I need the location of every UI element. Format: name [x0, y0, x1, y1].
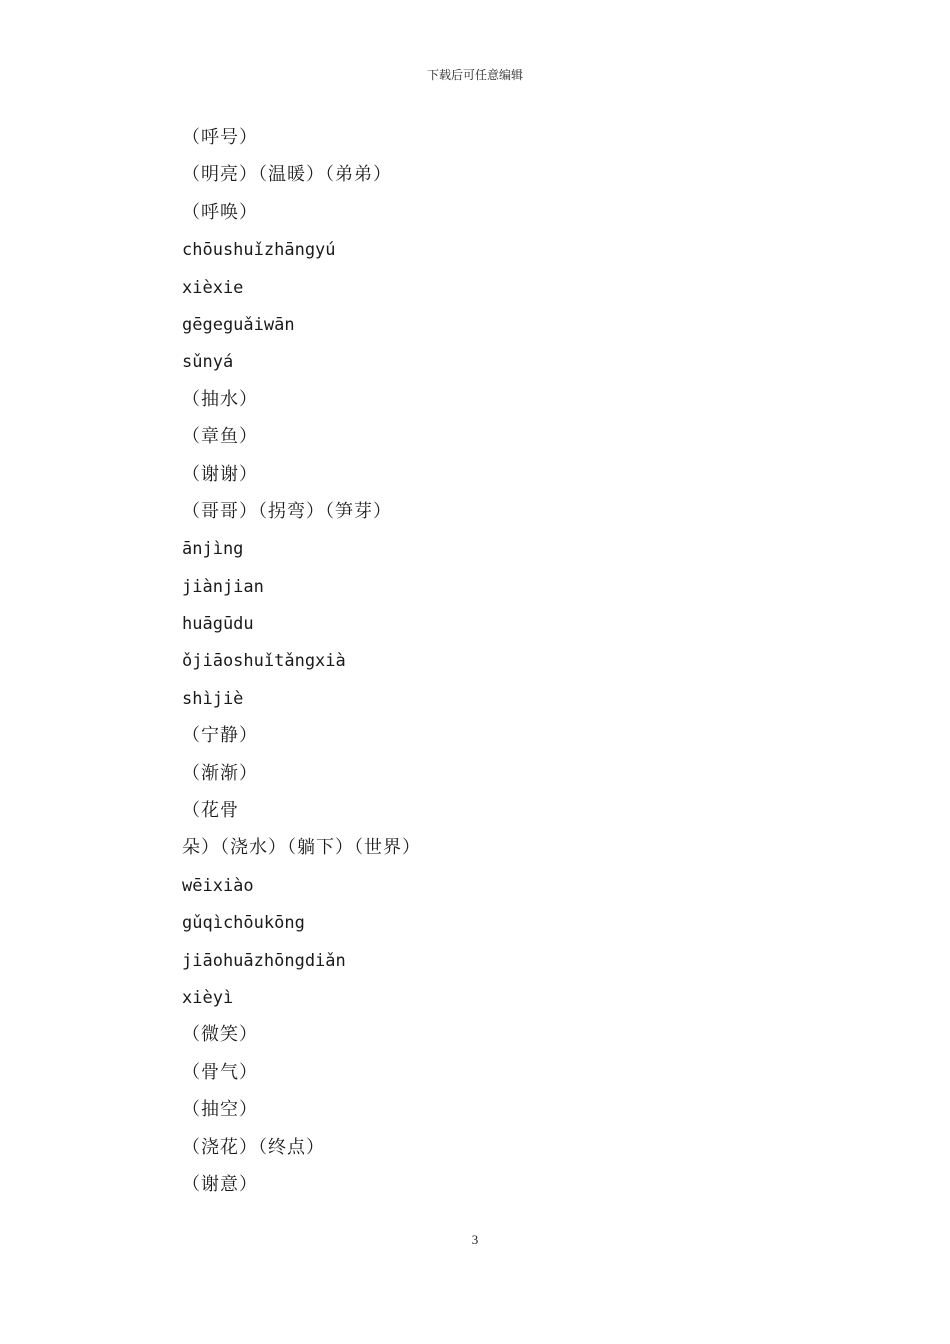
- text-line: （呼号）: [182, 127, 258, 148]
- text-line: （章鱼）: [182, 426, 258, 448]
- pinyin-line: ānjìng: [182, 539, 244, 560]
- pinyin-line: gǔqìchōukōng: [182, 913, 305, 934]
- pinyin-line: wēixiào: [182, 875, 254, 896]
- text-line: （呼唤）: [182, 201, 258, 223]
- text-line: （谢意）: [182, 1173, 258, 1195]
- text-line: （花骨: [182, 800, 239, 822]
- text-line: （宁静）: [182, 725, 258, 747]
- text-line: （明亮）（温暖）（弟弟）: [182, 164, 392, 186]
- pinyin-line: huāgūdu: [182, 614, 254, 635]
- pinyin-line: gēgeguǎiwān: [182, 314, 295, 335]
- text-line: （骨气）: [182, 1061, 258, 1083]
- text-line: （渐渐）: [182, 762, 258, 784]
- text-line: （谢谢）: [182, 463, 258, 485]
- text-line: （哥哥）（拐弯）（笋芽）: [182, 500, 392, 522]
- pinyin-line: sǔnyá: [182, 352, 234, 373]
- pinyin-line: xièxie: [182, 277, 244, 298]
- body-content: [182, 123, 782, 1207]
- pinyin-line: chōushuǐzhāngyú: [182, 240, 336, 261]
- text-line: （浇花）（终点）: [182, 1136, 325, 1158]
- text-line: （微笑）: [182, 1024, 258, 1046]
- pinyin-line: shìjiè: [182, 688, 244, 709]
- text-line: 朵）（浇水）（躺下）（世界）: [182, 837, 421, 859]
- pinyin-line: ǒjiāoshuǐtǎngxià: [182, 651, 346, 672]
- text-line: （抽水）: [182, 388, 258, 410]
- pinyin-line: xièyì: [182, 987, 234, 1008]
- pinyin-line: jiànjian: [182, 576, 264, 597]
- page-header: 下载后可任意编辑: [426, 68, 523, 82]
- pinyin-line: jiāohuāzhōngdiǎn: [182, 950, 346, 971]
- page-number: 3: [471, 1232, 479, 1247]
- text-line: （抽空）: [182, 1099, 258, 1121]
